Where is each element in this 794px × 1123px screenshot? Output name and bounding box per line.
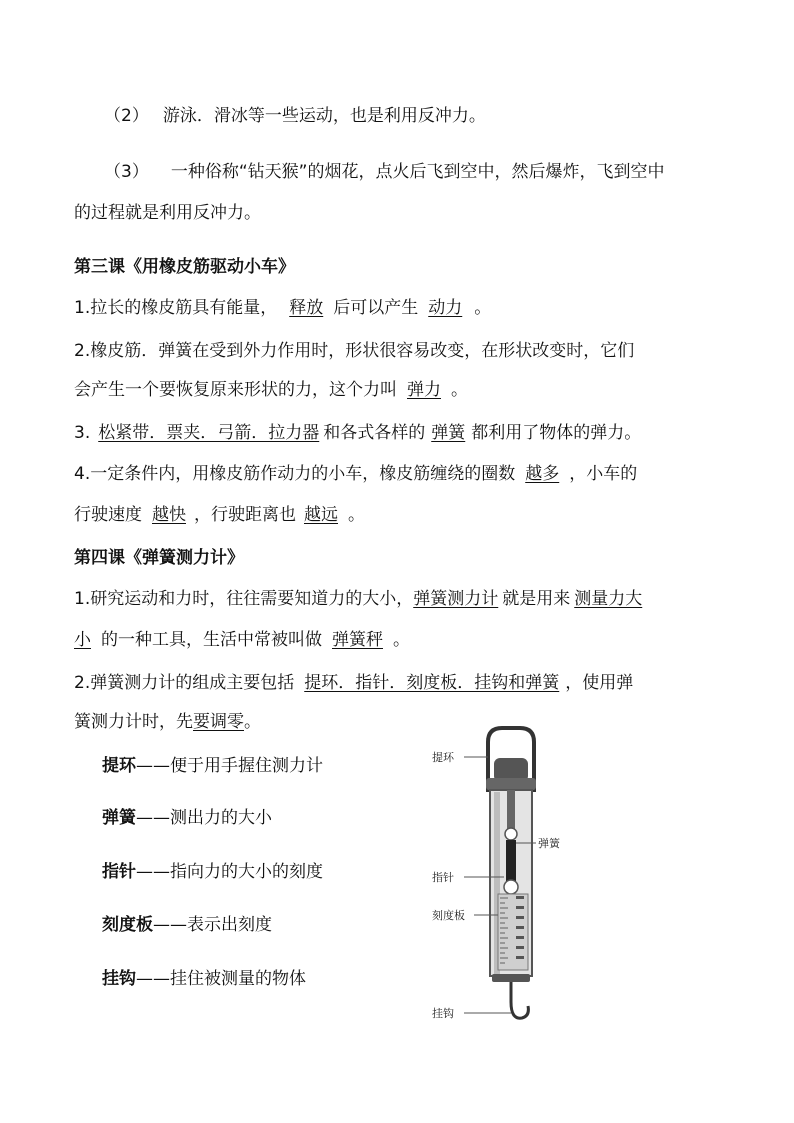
lesson3-item4-line1 xyxy=(74,462,637,486)
text: 就是用来 xyxy=(502,589,571,609)
text: 1.研究运动和力时，往往需要知道力的大小， xyxy=(74,589,414,609)
answer-blank: 释放 xyxy=(289,298,324,318)
paragraph-text: 游泳．滑冰等一些运动，也是利用反冲力。 xyxy=(162,106,486,126)
pointer-knob xyxy=(504,880,518,894)
lesson3-item2-line1 xyxy=(74,339,634,363)
paragraph-swimming xyxy=(104,104,486,128)
spring-coil xyxy=(506,840,516,882)
answer-blank: 越远 xyxy=(304,505,338,525)
definition-desc: ——测出力的大小 xyxy=(136,808,272,828)
answer-blank: 弹簧秤 xyxy=(332,630,383,650)
definition-term: 刻度板 xyxy=(102,915,153,935)
text: 。 xyxy=(451,380,468,400)
text: 会产生一个要恢复原来形状的力，这个力叫 xyxy=(74,380,397,400)
text: 。 xyxy=(348,505,365,525)
definition-term: 挂钩 xyxy=(102,969,136,989)
text: 和各式各样的 xyxy=(323,423,426,443)
hook-curve xyxy=(511,1002,528,1018)
item-number: （2） xyxy=(104,106,149,126)
definition-term: 指针 xyxy=(102,862,136,882)
spring-scale-illustration xyxy=(432,722,582,1027)
definition-desc: ——指向力的大小的刻度 xyxy=(136,862,323,882)
answer-blank: 测量力大 xyxy=(574,589,643,609)
label-spring: 弹簧 xyxy=(538,837,560,850)
text: ，小车的 xyxy=(569,464,638,484)
text: 簧测力计时，先 xyxy=(74,712,193,732)
text: 2.橡皮筋．弹簧在受到外力作用时，形状很容易改变，在形状改变时，它们 xyxy=(74,341,635,361)
text: 1.拉长的橡皮筋具有能量， xyxy=(74,298,278,318)
text: ，使用弹 xyxy=(565,673,634,693)
answer-blank: 越多 xyxy=(525,464,560,484)
text: 。 xyxy=(244,712,261,732)
text: 行驶速度 xyxy=(74,505,142,525)
text: 。 xyxy=(393,630,410,650)
answer-blank: 弹簧 xyxy=(431,423,466,443)
label-pointer: 指针 xyxy=(432,871,454,884)
text: 的一种工具，生活中常被叫做 xyxy=(101,630,322,650)
definition-desc: ——挂住被测量的物体 xyxy=(136,969,306,989)
label-ring: 提环 xyxy=(432,751,454,764)
lesson3-item2-line2 xyxy=(74,378,468,402)
definition-spring xyxy=(102,806,272,830)
paragraph-firework-line1 xyxy=(104,160,664,184)
text: 。 xyxy=(474,298,492,318)
answer-blank: 小 xyxy=(74,630,91,650)
lesson3-item4-line2 xyxy=(74,503,365,527)
text: 2.弹簧测力计的组成主要包括 xyxy=(74,673,295,693)
text: 后可以产生 xyxy=(333,298,419,318)
item-number: （3） xyxy=(104,162,149,182)
definition-hook xyxy=(102,967,306,991)
definition-desc: ——表示出刻度 xyxy=(153,915,272,935)
lesson4-heading: 第四课《弹簧测力计》 xyxy=(74,548,244,568)
lesson3-item3 xyxy=(74,421,641,445)
bottom-cap xyxy=(492,974,530,982)
text: 3. xyxy=(74,423,91,443)
answer-blank: 弹簧测力计 xyxy=(413,589,499,609)
definition-scale xyxy=(102,913,272,937)
definition-term: 弹簧 xyxy=(102,808,136,828)
paragraph-text: 的过程就是利用反冲力。 xyxy=(74,203,261,223)
lesson3-heading: 第三课《用橡皮筋驱动小车》 xyxy=(74,257,295,277)
answer-blank: 动力 xyxy=(428,298,463,318)
answer-blank: 要调零 xyxy=(193,712,244,732)
definition-pointer xyxy=(102,860,323,884)
text: 4.一定条件内，用橡皮筋作动力的小车，橡皮筋缠绕的圈数 xyxy=(74,464,516,484)
definition-desc: ——便于用手握住测力计 xyxy=(136,756,323,776)
spring-top-ring xyxy=(505,828,517,840)
spring-scale-figure xyxy=(432,722,582,1027)
cap-base xyxy=(486,778,536,790)
answer-blank: 弹力 xyxy=(407,380,441,400)
lesson4-item2-line2 xyxy=(74,710,261,734)
lesson4-item1-line2 xyxy=(74,628,410,652)
definition-term: 提环 xyxy=(102,756,136,776)
rod xyxy=(507,790,515,830)
paragraph-firework-line2 xyxy=(74,201,261,225)
lesson4-item2-line1 xyxy=(74,671,633,695)
answer-blank: 松紧带．票夹．弓箭．拉力器 xyxy=(98,423,320,443)
text: 都利用了物体的弹力。 xyxy=(471,423,642,443)
answer-blank: 提环．指针．刻度板．挂钩和弹簧 xyxy=(304,673,560,693)
lesson4-item1-line1 xyxy=(74,587,642,611)
definition-ring xyxy=(102,754,323,778)
label-hook: 挂钩 xyxy=(432,1007,454,1020)
paragraph-text: 一种俗称“钻天猴”的烟花，点火后飞到空中，然后爆炸，飞到空中 xyxy=(170,162,665,182)
answer-blank: 越快 xyxy=(152,505,186,525)
text: ，行驶距离也 xyxy=(194,505,296,525)
label-scale: 刻度板 xyxy=(432,909,465,922)
lesson3-item1 xyxy=(74,296,491,320)
